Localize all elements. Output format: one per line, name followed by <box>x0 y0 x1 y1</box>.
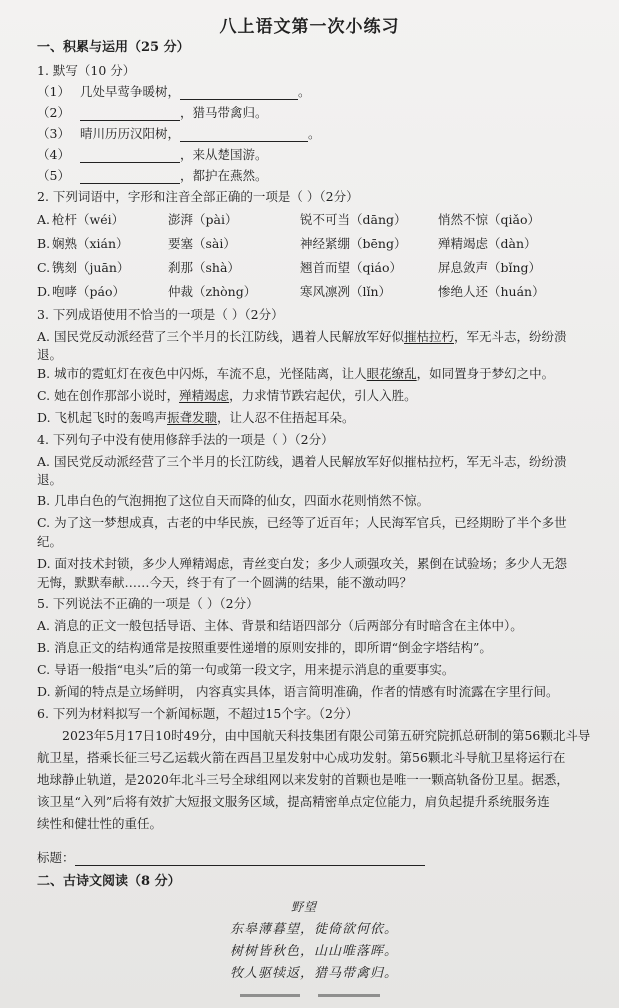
option-label: A. <box>37 212 51 227</box>
title-label: 标题： <box>37 850 75 865</box>
item-text: ，猎马带禽归。 <box>179 105 268 120</box>
q6-material-line: 该卫星“入列”后将有效扩大短报文服务区域，提高精密单点定位能力，肩负起提升系统服务连 <box>37 794 550 809</box>
q4-option-d[interactable]: D. 面对技术封锁，多少人殚精竭虑，青丝变白发；多少人顽强攻关，累倒在试验场；多少人无怨 <box>37 556 568 571</box>
item-text: 晴川历历汉阳树， <box>79 126 180 141</box>
answer-blank[interactable] <box>80 170 180 184</box>
option-text: ，军无斗志，纷纷溃 <box>454 329 567 344</box>
option-word: 殚精竭虑（dàn） <box>438 236 537 251</box>
item-text: ，来从楚国游。 <box>179 147 268 162</box>
option-word: 悄然不惊（qiǎo） <box>438 212 540 227</box>
q4-option-c[interactable]: C. 为了这一梦想成真，古老的中华民族，已经等了近百年；人民海军官兵，已经期盼了半个多世 <box>37 515 567 530</box>
q6-material-line: 地球静止轨道，是2020年北斗三号全球组网以来发射的首颗也是唯一一颗高轨备份卫星。据悉， <box>37 772 569 787</box>
option-word: 翘首而望（qiáo） <box>300 260 402 275</box>
q2-stem: 2. 下列词语中，字形和注音全部正确的一项是（ ）（2分） <box>37 189 359 204</box>
option-text: C. 她在创作那部小说时， <box>37 388 180 403</box>
q6-material-line: 航卫星，搭乘长征三号乙运载火箭在西昌卫星发射中心成功发射。第56颗北斗导航卫星将运行在 <box>37 750 566 765</box>
option-word: 澎湃（pài） <box>168 212 238 227</box>
item-number: （1） <box>37 84 70 99</box>
q3-option-c[interactable] <box>37 388 417 404</box>
option-word: 神经紧绷（bēng） <box>300 236 407 251</box>
item-text: 。 <box>297 84 311 99</box>
poem-line: 东皋薄暮望，徙倚欲何依。 <box>230 922 399 937</box>
option-word: 刹那（shà） <box>168 260 240 275</box>
option-word: 仲裁（zhòng） <box>168 284 257 299</box>
option-word: 枪杆（wéi） <box>52 212 125 227</box>
option-text: B. 城市的霓虹灯在夜色中闪烁，车流不息，光怪陆离，让人 <box>37 366 367 381</box>
q3-stem: 3. 下列成语使用不恰当的一项是（ ）（2分） <box>37 307 284 322</box>
poem-title: 野望 <box>291 900 318 914</box>
section-2-heading: 二、古诗文阅读（8 分） <box>37 874 181 889</box>
underlined-idiom: 殚精竭虑 <box>179 388 230 403</box>
q1-stem: 1. 默写（10 分） <box>37 63 136 78</box>
q6-title-field <box>37 850 425 866</box>
option-word: 屏息敛声（bǐng） <box>438 260 542 275</box>
option-word: 锐不可当（dāng） <box>300 212 407 227</box>
item-number: （5） <box>37 168 70 183</box>
title-answer-blank[interactable] <box>75 852 425 866</box>
q4-option-d-cont: 无悔，默默奉献……今天，终于有了一个圆满的结果，能不激动吗？ <box>37 575 413 590</box>
q1-item-4 <box>37 147 267 163</box>
q6-material-line: 2023年5月17日10时49分，由中国航天科技集团有限公司第五研究院抓总研制的第56颗北斗导 <box>62 728 591 743</box>
q6-stem: 6. 下列为材料拟写一个新闻标题，不超过15个字。（2分） <box>37 706 359 721</box>
answer-blank[interactable] <box>180 128 308 142</box>
item-text: 几处早莺争暖树， <box>79 84 180 99</box>
poem-line: 树树皆秋色，山山唯落晖。 <box>230 944 399 959</box>
q3-option-d[interactable] <box>37 410 355 426</box>
poem-line: 牧人驱犊返，猎马带禽归。 <box>230 966 399 981</box>
option-word: 娴熟（xián） <box>52 236 129 251</box>
q1-item-3 <box>37 126 320 142</box>
item-number: （4） <box>37 147 70 162</box>
option-label: C. <box>37 260 51 275</box>
q4-option-b[interactable]: B. 几串白色的气泡拥抱了这位自天而降的仙女，四面水花则悄然不惊。 <box>37 493 430 508</box>
q4-stem: 4. 下列句子中没有使用修辞手法的一项是（ ）（2分） <box>37 432 334 447</box>
q5-option-c[interactable]: C. 导语一般指“电头”后的第一句或第一段文字，用来提示消息的重要事实。 <box>37 662 455 677</box>
q5-stem: 5. 下列说法不正确的一项是（ ）（2分） <box>37 596 259 611</box>
item-text: 。 <box>307 126 321 141</box>
answer-blank[interactable] <box>80 107 180 121</box>
option-text: ，如同置身于梦幻之中。 <box>416 366 555 381</box>
cut-off-poem-line <box>240 986 390 1000</box>
q1-item-1 <box>37 84 310 100</box>
underlined-idiom: 振聋发聩 <box>167 410 218 425</box>
item-text: ，都护在燕然。 <box>179 168 268 183</box>
option-label: B. <box>37 236 51 251</box>
q4-option-a[interactable]: A. 国民党反动派经营了三个半月的长江防线，遇着人民解放军好似摧枯拉朽，军无斗志，纷纷溃 <box>37 454 567 469</box>
q4-option-a-cont: 退。 <box>37 472 63 487</box>
q6-material-line: 续性和健壮性的重任。 <box>37 816 163 831</box>
q3-option-b[interactable] <box>37 366 554 382</box>
q4-option-c-cont: 纪。 <box>37 534 63 549</box>
option-text: D. 飞机起飞时的轰鸣声 <box>37 410 168 425</box>
q1-item-2 <box>37 105 267 121</box>
option-text: ，力求情节跌宕起伏，引人入胜。 <box>229 388 417 403</box>
option-word: 寒风凛冽（lǐn） <box>300 284 392 299</box>
item-number: （3） <box>37 126 70 141</box>
option-label: D. <box>37 284 51 299</box>
section-1-heading: 一、积累与运用（25 分） <box>37 40 190 55</box>
page-title: 八上语文第一次小练习 <box>219 17 400 37</box>
q5-option-b[interactable]: B. 消息正文的结构通常是按照重要性递增的原则安排的，即所谓“倒金字塔结构”。 <box>37 640 492 655</box>
answer-blank[interactable] <box>80 149 180 163</box>
option-word: 惨绝人还（huán） <box>438 284 545 299</box>
q5-option-d[interactable]: D. 新闻的特点是立场鲜明， 内容真实具体，语言简明准确，作者的情感有时流露在字里行间。 <box>37 684 559 699</box>
answer-blank[interactable] <box>180 86 298 100</box>
option-word: 要塞（sài） <box>168 236 236 251</box>
q3-option-a[interactable] <box>37 329 567 345</box>
q1-item-5 <box>37 168 267 184</box>
option-word: 咆哮（páo） <box>52 284 125 299</box>
item-number: （2） <box>37 105 70 120</box>
q3-option-a-cont: 退。 <box>37 347 63 362</box>
underlined-idiom: 摧枯拉朽 <box>403 329 454 344</box>
option-text: A. 国民党反动派经营了三个半月的长江防线，遇着人民解放军好似 <box>37 329 404 344</box>
option-text: ，让人忍不住捂起耳朵。 <box>217 410 355 425</box>
option-word: 镌刻（juān） <box>52 260 130 275</box>
q5-option-a[interactable]: A. 消息的正文一般包括导语、主体、背景和结语四部分（后两部分有时暗含在主体中）。 <box>37 618 523 633</box>
underlined-idiom: 眼花缭乱 <box>366 366 417 381</box>
